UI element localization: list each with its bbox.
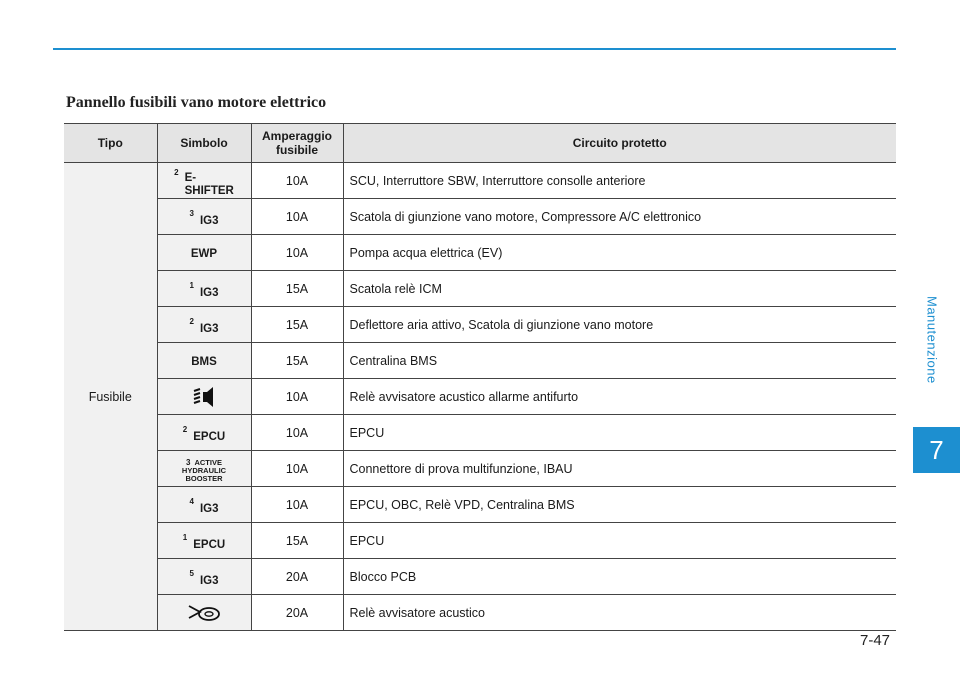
- header-amperaggio: Amperaggio fusibile: [251, 124, 343, 163]
- symbol-label: [183, 534, 225, 551]
- circuit-cell: EPCU, OBC, Relè VPD, Centralina BMS: [343, 487, 896, 523]
- table-row: [64, 559, 896, 595]
- symbol-line: ACTIVE: [194, 458, 222, 468]
- alarm-horn-icon: [191, 389, 217, 403]
- amperage-cell: 10A: [251, 235, 343, 271]
- table-row: [64, 415, 896, 451]
- symbol-cell: [157, 271, 251, 307]
- amperage-cell: 10A: [251, 163, 343, 199]
- header-simbolo: Simbolo: [157, 124, 251, 163]
- table-row: [64, 163, 896, 199]
- header-rule: [53, 48, 896, 50]
- table-row: [64, 379, 896, 415]
- circuit-cell: Centralina BMS: [343, 343, 896, 379]
- circuit-cell: Scatola relè ICM: [343, 271, 896, 307]
- symbol-cell: [157, 487, 251, 523]
- amperage-cell: 20A: [251, 595, 343, 631]
- table-row: [64, 271, 896, 307]
- header-circuito: Circuito protetto: [343, 124, 896, 163]
- amperage-cell: 10A: [251, 379, 343, 415]
- circuit-cell: EPCU: [343, 523, 896, 559]
- tipo-cell: Fusibile: [64, 163, 157, 631]
- symbol-index: 2: [174, 168, 179, 178]
- symbol-index: 4: [189, 497, 194, 507]
- symbol-text: EWP: [190, 247, 218, 260]
- symbol-index: 3: [186, 458, 191, 468]
- symbol-text: IG3: [199, 215, 219, 228]
- amperage-cell: 15A: [251, 271, 343, 307]
- page-number: 7-47: [860, 632, 891, 649]
- symbol-line: E-: [184, 172, 197, 185]
- symbol-cell: [157, 235, 251, 271]
- circuit-cell: Connettore di prova multifunzione, IBAU: [343, 451, 896, 487]
- amperage-cell: 10A: [251, 451, 343, 487]
- symbol-label: [190, 210, 219, 227]
- symbol-text: IG3: [199, 503, 219, 516]
- amperage-cell: 20A: [251, 559, 343, 595]
- symbol-index: 2: [182, 425, 188, 435]
- circuit-cell: Deflettore aria attivo, Scatola di giunzione vano motore: [343, 307, 896, 343]
- symbol-text: BMS: [191, 355, 217, 368]
- amperage-cell: 15A: [251, 523, 343, 559]
- table-row: [64, 487, 896, 523]
- symbol-cell: [157, 559, 251, 595]
- table-row: [64, 307, 896, 343]
- symbol-index: 5: [189, 569, 194, 579]
- amperage-cell: 10A: [251, 487, 343, 523]
- symbol-index: 1: [189, 281, 194, 291]
- page-title: Pannello fusibili vano motore elettrico: [66, 94, 327, 111]
- table-row: [64, 343, 896, 379]
- fuse-table-body: [64, 163, 896, 631]
- symbol-cell: [157, 379, 251, 415]
- amperage-cell: 10A: [251, 199, 343, 235]
- symbol-cell: [157, 523, 251, 559]
- symbol-label: [190, 318, 219, 335]
- amperage-cell: 15A: [251, 307, 343, 343]
- symbol-text: IG3: [199, 287, 219, 300]
- symbol-cell: [157, 343, 251, 379]
- circuit-cell: Scatola di giunzione vano motore, Compressore A/C elettronico: [343, 199, 896, 235]
- symbol-label: [183, 426, 225, 443]
- symbol-line: HYDRAULIC: [181, 466, 227, 476]
- table-row: [64, 523, 896, 559]
- symbol-cell: [157, 307, 251, 343]
- horn-icon: [187, 605, 221, 619]
- fuse-table: [64, 123, 896, 631]
- table-row: [64, 235, 896, 271]
- symbol-label: [190, 570, 219, 587]
- symbol-text: EPCU: [193, 539, 226, 552]
- circuit-cell: SCU, Interruttore SBW, Interruttore consolle anteriore: [343, 163, 896, 199]
- section-label: Manutenzione: [924, 296, 940, 384]
- symbol-cell: [157, 199, 251, 235]
- circuit-cell: Relè avvisatore acustico allarme antifurto: [343, 379, 896, 415]
- symbol-line: BOOSTER: [185, 474, 223, 483]
- symbol-cell: [157, 595, 251, 631]
- symbol-label: [182, 459, 226, 483]
- symbol-text: IG3: [199, 323, 219, 336]
- table-row: [64, 199, 896, 235]
- table-row: [64, 451, 896, 487]
- symbol-index: 1: [182, 533, 188, 543]
- symbol-label: [190, 498, 219, 515]
- symbol-text: EPCU: [193, 431, 226, 444]
- circuit-cell: EPCU: [343, 415, 896, 451]
- symbol-cell: [157, 415, 251, 451]
- symbol-cell: [157, 163, 251, 199]
- chapter-tab: 7: [913, 427, 960, 473]
- symbol-label: [190, 282, 219, 299]
- symbol-label: [174, 169, 234, 196]
- table-header-row: [64, 124, 896, 163]
- symbol-index: 2: [189, 317, 194, 327]
- header-tipo: Tipo: [64, 124, 157, 163]
- table-row: [64, 595, 896, 631]
- amperage-cell: 10A: [251, 415, 343, 451]
- circuit-cell: Pompa acqua elettrica (EV): [343, 235, 896, 271]
- symbol-cell: [157, 451, 251, 487]
- amperage-cell: 15A: [251, 343, 343, 379]
- circuit-cell: Relè avvisatore acustico: [343, 595, 896, 631]
- symbol-index: 3: [189, 209, 194, 219]
- symbol-line: SHIFTER: [184, 184, 234, 197]
- circuit-cell: Blocco PCB: [343, 559, 896, 595]
- symbol-text: IG3: [199, 575, 219, 588]
